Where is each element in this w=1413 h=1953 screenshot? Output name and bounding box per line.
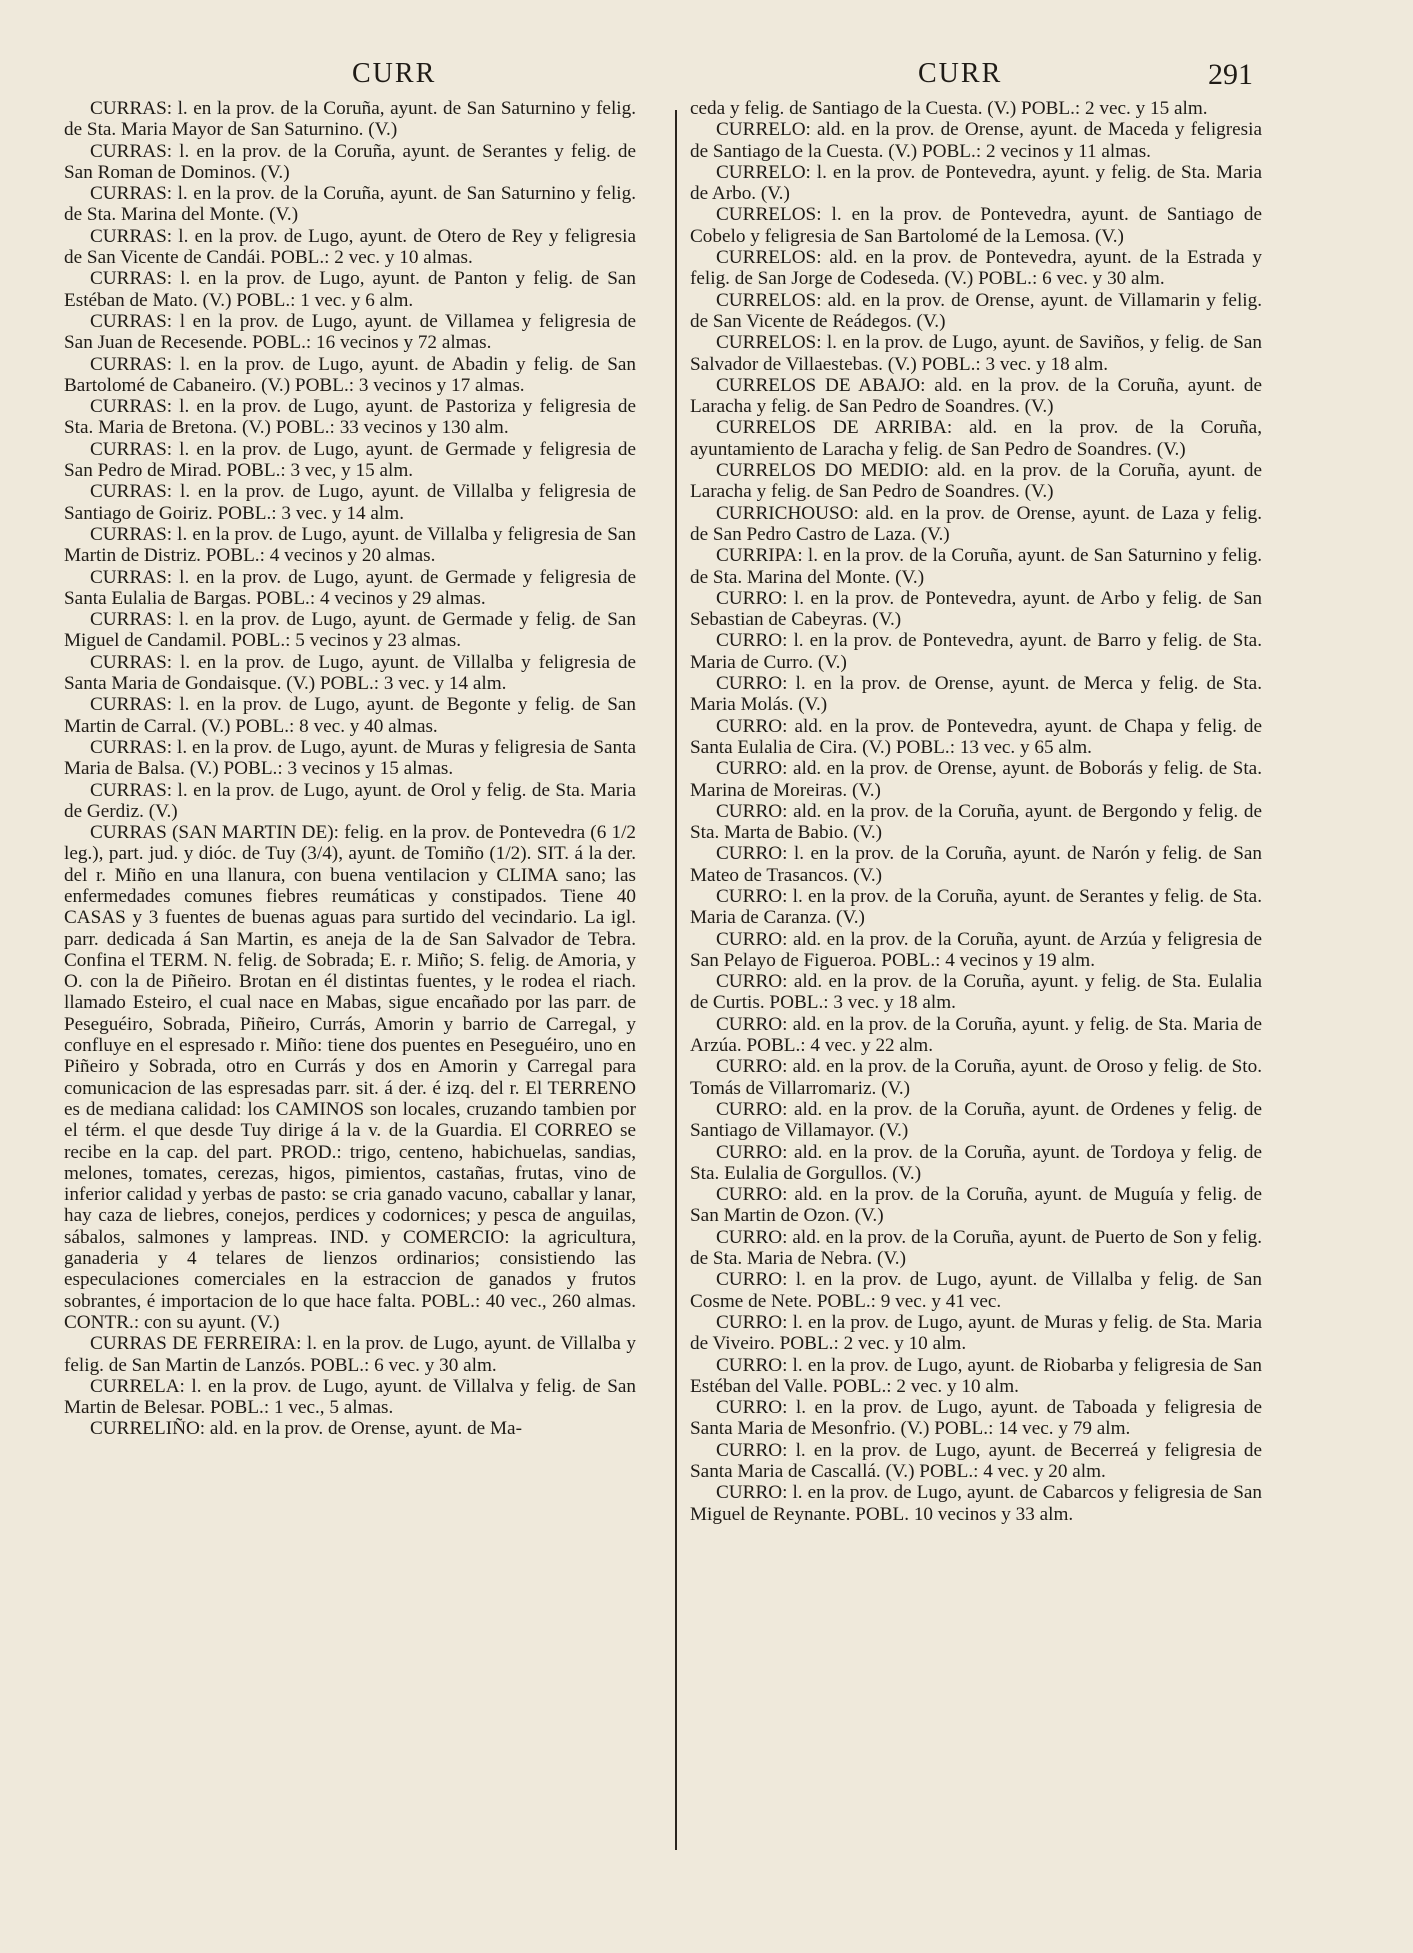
dictionary-entry: CURRELOS DE ABAJO: ald. en la prov. de la Coruña, ayunt. de Laracha y felig. de San Pedro de Soandres. (V.)	[690, 374, 1262, 418]
left-running-head: CURR	[352, 58, 437, 89]
dictionary-entry: CURRAS: l. en la prov. de Lugo, ayunt. de Pastoriza y feligresia de Sta. Maria de Bretona. (V.) POBL.: 33 vecinos y 130 alm.	[64, 396, 636, 439]
dictionary-entry: CURRO: l. en la prov. de Lugo, ayunt. de Taboada y feligresia de Santa Maria de Mesonfrio. (V.) POBL.: 14 vec. y 79 alm.	[690, 1397, 1262, 1440]
dictionary-entry: CURRELOS: l. en la prov. de Lugo, ayunt. de Saviños, y felig. de San Salvador de Villaestebas. (V.) POBL.: 3 vec. y 18 alm.	[690, 332, 1262, 375]
dictionary-entry: CURRO: l. en la prov. de Lugo, ayunt. de Villalba y felig. de San Cosme de Nete. POBL.: 9 vec. y 41 vec.	[690, 1269, 1262, 1312]
dictionary-entry: CURRO: l. en la prov. de Lugo, ayunt. de Muras y felig. de Sta. Maria de Viveiro. POBL.: 2 vec. y 10 alm.	[690, 1311, 1262, 1355]
dictionary-entry: CURRAS: l. en la prov. de Lugo, ayunt. de Panton y felig. de San Estéban de Mato. (V.) POBL.: 1 vec. y 6 alm.	[64, 268, 636, 311]
dictionary-entry: CURRELOS: ald. en la prov. de Pontevedra, ayunt. de la Estrada y felig. de San Jorge de Codeseda. (V.) POBL.: 6 vec. y 30 alm.	[690, 247, 1262, 290]
right-running-head: CURR	[918, 58, 1003, 89]
dictionary-entry: CURRAS: l. en la prov. de la Coruña, ayunt. de Serantes y felig. de San Roman de Dominos. (V.)	[64, 140, 636, 183]
column-divider	[675, 110, 677, 1850]
dictionary-entry: CURRAS: l. en la prov. de la Coruña, ayunt. de San Saturnino y felig. de Sta. Maria Mayor de San Saturnino. (V.)	[64, 98, 636, 141]
dictionary-entry: CURRELO: l. en la prov. de Pontevedra, ayunt. y felig. de Sta. Maria de Arbo. (V.)	[690, 161, 1262, 205]
dictionary-entry: CURRO: ald. en la prov. de la Coruña, ayunt. y felig. de Sta. Maria de Arzúa. POBL.: 4 vec. y 22 alm.	[690, 1013, 1262, 1057]
dictionary-entry: CURRAS: l. en la prov. de la Coruña, ayunt. de San Saturnino y felig. de Sta. Marina del Monte. (V.)	[64, 183, 636, 226]
dictionary-entry: CURRELOS: l. en la prov. de Pontevedra, ayunt. de Santiago de Cobelo y feligresia de San Bartolomé de la Lemosa. (V.)	[690, 204, 1262, 247]
dictionary-entry: CURRAS (SAN MARTIN DE): felig. en la prov. de Pontevedra (6 1/2 leg.), part. jud. y dióc. de Tuy (3/4), ayunt. de Tomiño (1/2). SIT. á la der. del r. Miño en una llanura, con buena ventilacion y CLIMA sano; las enfermedades comunes fiebres reumáticas y constipados. Tiene 40 CASAS y 3 fuentes de buenas aguas para surtido del vecindario. La igl. parr. dedicada á San Martin, es aneja de la de San Salvador de Tebra. Confina el TERM. N. felig. de Sobrada; E. r. Miño; S. felig. de Amoria, y O. con la de Piñeiro. Brotan en él distintas fuentes, y le rodea el riach. llamado Esteiro, el cual nace en Mabas, sigue encañado por las parr. de Peseguéiro, Sobrada, Piñeiro, Currás, Amorin y barrio de Carregal, y confluye en el espresado r. Miño: tiene dos puentes en Peseguéiro, uno en Piñeiro y Sobrada, otro en Currás y dos en Amorin y Carregal para comunicacion de las espresadas parr. sit. á der. é izq. del r. El TERRENO es de mediana calidad: los CAMINOS son locales, cruzando tambien por el térm. el que desde Tuy dirige á la v. de la Guardia. El CORREO se recibe en la cap. del part. PROD.: trigo, centeno, habichuelas, sandias, melones, tomates, cerezas, higos, pimientos, castañas, frutas, vino de inferior calidad y yerbas de pasto: se cria ganado vacuno, caballar y lanar, hay caza de liebres, conejos, perdices y codornices; y pesca de anguilas, sábalos, salmones y lampreas. IND. y COMERCIO: la agricultura, ganaderia y 4 telares de lienzos ordinarios; consistiendo las especulaciones comerciales en la estraccion de ganados y frutos sobrantes, é importacion de lo que hace falta. POBL.: 40 vec., 260 almas. CONTR.: con su ayunt. (V.)	[64, 822, 636, 1333]
dictionary-entry: CURRO: l. en la prov. de Pontevedra, ayunt. de Barro y felig. de Sta. Maria de Curro. (V.)	[690, 630, 1262, 673]
dictionary-entry: CURRO: l. en la prov. de Pontevedra, ayunt. de Arbo y felig. de San Sebastian de Cabeyras. (V.)	[690, 587, 1262, 631]
dictionary-entry: CURRAS: l. en la prov. de Lugo, ayunt. de Villalba y feligresia de San Martin de Distriz. POBL.: 4 vecinos y 20 almas.	[64, 523, 636, 567]
page-number: 291	[1208, 58, 1253, 91]
dictionary-entry: CURRELIÑO: ald. en la prov. de Orense, ayunt. de Ma-	[90, 1418, 522, 1440]
right-column	[690, 98, 1262, 1525]
dictionary-entry: CURRAS: l. en la prov. de Lugo, ayunt. de Orol y felig. de Sta. Maria de Gerdiz. (V.)	[64, 779, 636, 822]
dictionary-entry: CURRAS: l. en la prov. de Lugo, ayunt. de Villalba y feligresia de Santiago de Goiriz. POBL.: 3 vec. y 14 alm.	[64, 481, 636, 524]
dictionary-entry: CURRAS: l. en la prov. de Lugo, ayunt. de Germade y feligresia de Santa Eulalia de Bargas. POBL.: 4 vecinos y 29 almas.	[64, 566, 636, 609]
dictionary-entry: CURRAS: l. en la prov. de Lugo, ayunt. de Abadin y felig. de San Bartolomé de Cabaneiro. (V.) POBL.: 3 vecinos y 17 almas.	[64, 353, 636, 396]
dictionary-entry: CURRAS: l en la prov. de Lugo, ayunt. de Villamea y feligresia de San Juan de Recesende. POBL.: 16 vecinos y 72 almas.	[64, 310, 636, 354]
dictionary-entry: CURRO: l. en la prov. de la Coruña, ayunt. de Serantes y felig. de Sta. Maria de Caranza. (V.)	[690, 885, 1262, 929]
dictionary-entry: CURRAS: l. en la prov. de Lugo, ayunt. de Otero de Rey y feligresia de San Vicente de Candái. POBL.: 2 vec. y 10 almas.	[64, 225, 636, 269]
dictionary-entry: CURRELOS: ald. en la prov. de Orense, ayunt. de Villamarin y felig. de San Vicente de Reádegos. (V.)	[690, 289, 1262, 332]
dictionary-entry: CURRO: ald. en la prov. de la Coruña, ayunt. de Arzúa y feligresia de San Pelayo de Figueroa. POBL.: 4 vecinos y 19 alm.	[690, 928, 1262, 971]
dictionary-entry: CURRAS: l. en la prov. de Lugo, ayunt. de Villalba y feligresia de Santa Maria de Gondaisque. (V.) POBL.: 3 vec. y 14 alm.	[64, 651, 636, 695]
dictionary-entry: CURRIPA: l. en la prov. de la Coruña, ayunt. de San Saturnino y felig. de Sta. Marina del Monte. (V.)	[690, 545, 1262, 588]
dictionary-entry: CURRAS: l. en la prov. de Lugo, ayunt. de Begonte y felig. de San Martin de Carral. (V.) POBL.: 8 vec. y 40 almas.	[64, 694, 636, 737]
dictionary-entry: CURRELO: ald. en la prov. de Orense, ayunt. de Maceda y feligresia de Santiago de la Cuesta. (V.) POBL.: 2 vecinos y 11 almas.	[690, 119, 1262, 162]
dictionary-entry: CURRO: ald. en la prov. de la Coruña, ayunt. de Puerto de Son y felig. de Sta. Maria de Nebra. (V.)	[690, 1226, 1262, 1270]
dictionary-entry: CURRELOS DE ARRIBA: ald. en la prov. de la Coruña, ayuntamiento de Laracha y felig. de San Pedro de Soandres. (V.)	[690, 417, 1262, 460]
dictionary-entry: CURRO: ald. en la prov. de la Coruña, ayunt. de Ordenes y felig. de Santiago de Villamayor. (V.)	[690, 1098, 1262, 1142]
dictionary-entry: CURRO: l. en la prov. de Lugo, ayunt. de Cabarcos y feligresia de San Miguel de Reynante. POBL. 10 vecinos y 33 alm.	[690, 1482, 1262, 1525]
dictionary-entry: CURRAS: l. en la prov. de Lugo, ayunt. de Germade y feligresia de San Pedro de Mirad. POBL.: 3 vec, y 15 alm.	[64, 438, 636, 482]
dictionary-entry: CURRO: ald. en la prov. de la Coruña, ayunt. y felig. de Sta. Eulalia de Curtis. POBL.: 3 vec. y 18 alm.	[690, 971, 1262, 1014]
dictionary-entry: CURRAS DE FERREIRA: l. en la prov. de Lugo, ayunt. de Villalba y felig. de San Martin de Lanzós. POBL.: 6 vec. y 30 alm.	[64, 1333, 636, 1376]
dictionary-entry: CURRO: ald. en la prov. de Pontevedra, ayunt. de Chapa y felig. de Santa Eulalia de Cira. (V.) POBL.: 13 vec. y 65 alm.	[690, 715, 1262, 758]
dictionary-entry: CURRO: l. en la prov. de Lugo, ayunt. de Becerreá y feligresia de Santa Maria de Cascallá. (V.) POBL.: 4 vec. y 20 alm.	[690, 1439, 1262, 1482]
continued-entry: ceda y felig. de Santiago de la Cuesta. (V.) POBL.: 2 vec. y 15 alm.	[690, 98, 1208, 119]
dictionary-entry: CURRO: ald. en la prov. de la Coruña, ayunt. de Oroso y felig. de Sto. Tomás de Villarromariz. (V.)	[690, 1056, 1262, 1099]
dictionary-entry: CURRO: l. en la prov. de Orense, ayunt. de Merca y felig. de Sta. Maria Molás. (V.)	[690, 673, 1262, 716]
dictionary-entry: CURRO: ald. en la prov. de la Coruña, ayunt. de Muguía y felig. de San Martin de Ozon. (V.)	[690, 1184, 1262, 1227]
dictionary-entry: CURRO: ald. en la prov. de Orense, ayunt. de Boborás y felig. de Sta. Marina de Moreiras. (V.)	[690, 758, 1262, 801]
dictionary-entry: CURRO: ald. en la prov. de la Coruña, ayunt. de Tordoya y felig. de Sta. Eulalia de Gorgullos. (V.)	[690, 1141, 1262, 1184]
dictionary-entry: CURRO: l. en la prov. de Lugo, ayunt. de Riobarba y feligresia de San Estéban del Valle. POBL.: 2 vec. y 10 alm.	[690, 1354, 1262, 1397]
dictionary-entry: CURRO: ald. en la prov. de la Coruña, ayunt. de Bergondo y felig. de Sta. Marta de Babio. (V.)	[690, 800, 1262, 844]
dictionary-entry: CURRAS: l. en la prov. de Lugo, ayunt. de Germade y felig. de San Miguel de Candamil. POBL.: 5 vecinos y 23 almas.	[64, 609, 636, 652]
dictionary-entry: CURRICHOUSO: ald. en la prov. de Orense, ayunt. de Laza y felig. de San Pedro Castro de Laza. (V.)	[690, 502, 1262, 545]
dictionary-entry: CURRELOS DO MEDIO: ald. en la prov. de la Coruña, ayunt. de Laracha y felig. de San Pedro de Soandres. (V.)	[690, 460, 1262, 503]
dictionary-entry: CURRAS: l. en la prov. de Lugo, ayunt. de Muras y feligresia de Santa Maria de Balsa. (V.) POBL.: 3 vecinos y 15 almas.	[64, 736, 636, 780]
left-column	[64, 98, 636, 1440]
dictionary-entry: CURRELA: l. en la prov. de Lugo, ayunt. de Villalva y felig. de San Martin de Belesar. POBL.: 1 vec., 5 almas.	[64, 1375, 636, 1419]
dictionary-entry: CURRO: l. en la prov. de la Coruña, ayunt. de Narón y felig. de San Mateo de Trasancos. (V.)	[690, 843, 1262, 886]
